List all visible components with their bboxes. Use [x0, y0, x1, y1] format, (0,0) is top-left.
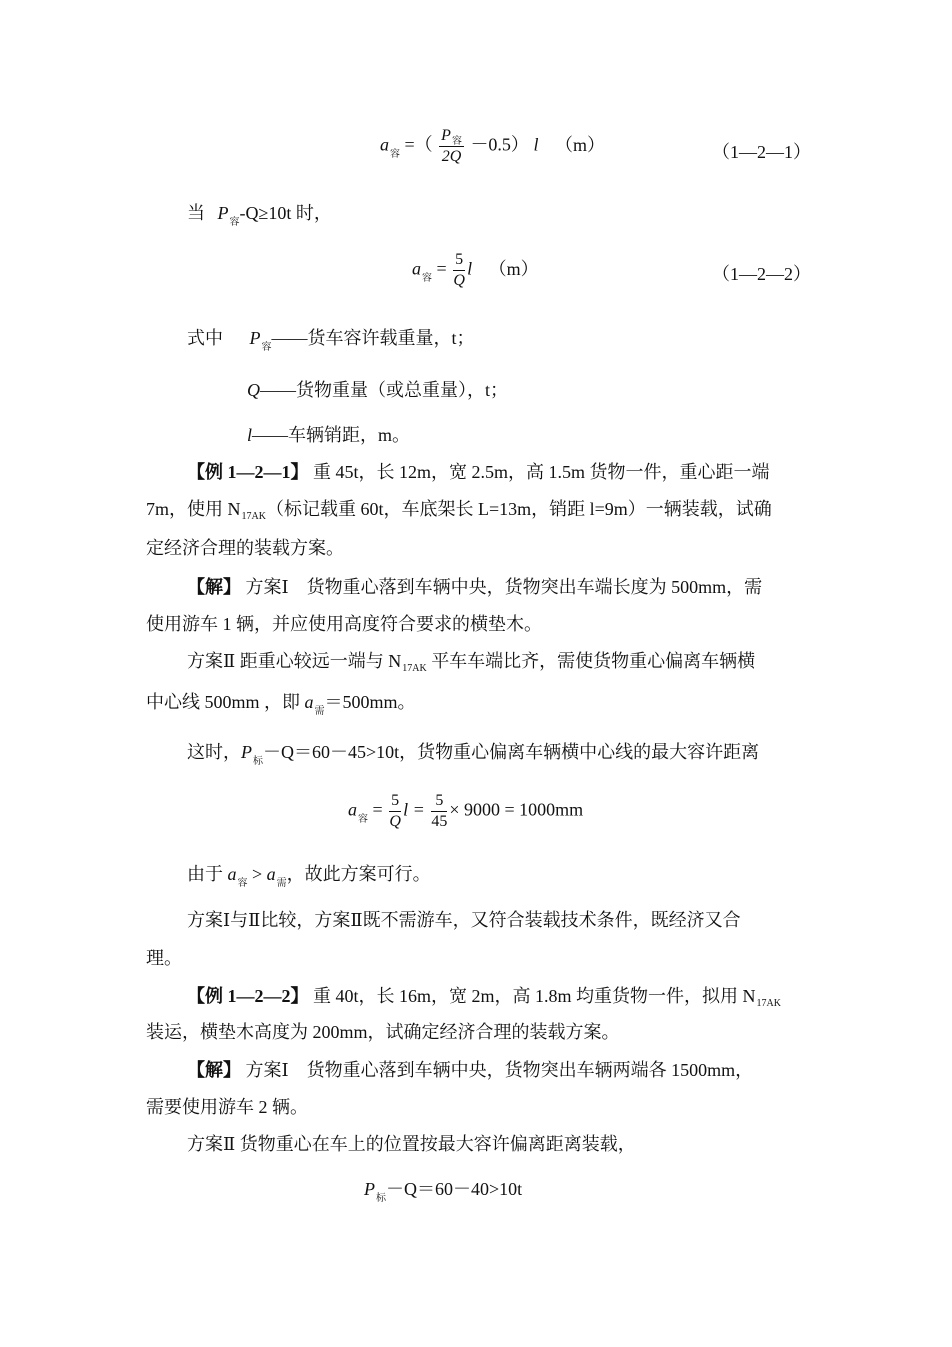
example-sub: 17AK	[756, 998, 781, 1009]
frac-den: Q	[389, 813, 401, 830]
example-text: （标记载重 60t，车底架长 L=13m，销距 l=9m）一辆装载，试确	[265, 499, 772, 519]
eq-sign: =	[436, 258, 447, 279]
eq-l: l	[467, 258, 473, 279]
concl-text: ，故此方案可行。	[286, 864, 431, 884]
frac-den: Q	[453, 272, 465, 289]
solution-var: P	[241, 742, 252, 762]
solution-sub: 标	[253, 756, 263, 767]
example-2-line-2: 装运，横垫木高度为 200mm，试确定经济合理的装载方案。	[146, 1022, 620, 1042]
eq-unit: （m）	[554, 134, 605, 155]
equation-1-2-2	[412, 252, 539, 289]
eq-unit: （m）	[488, 258, 539, 279]
condition-line	[187, 203, 332, 228]
example-2-line-1	[187, 986, 781, 1009]
frac-num-sub: 容	[451, 136, 462, 147]
eq-open: =（	[404, 134, 433, 155]
def-text: ——车辆销距，m。	[252, 425, 411, 445]
solution-1-line-1	[187, 578, 762, 596]
frac-num: 5	[453, 252, 465, 271]
definition-l	[247, 426, 410, 444]
conclusion-line	[187, 864, 431, 889]
example-sub: 17AK	[241, 511, 266, 522]
concl-var: a	[266, 864, 276, 884]
solution-var: a	[304, 692, 314, 712]
example-1-line-2	[146, 499, 772, 522]
def-sub: 容	[261, 342, 272, 353]
solution-title: 【解】	[187, 1060, 241, 1080]
scheme-2-line-3	[187, 742, 760, 767]
def-var: Q	[247, 380, 260, 400]
cond-var: P	[217, 203, 229, 223]
eq-sign: =	[372, 799, 383, 820]
comparison-line-2: 理。	[146, 948, 182, 968]
scheme-2-line-1	[187, 651, 756, 674]
solution-2-line-3: 方案Ⅱ 货物重心在车上的位置按最大容许偏离距离装载，	[187, 1134, 636, 1154]
equation-1-2-1	[380, 128, 605, 165]
eq-rest: －Q＝60－40>10t	[386, 1179, 523, 1199]
eq-sub: 容	[390, 148, 400, 160]
eq-rest: －0.5）	[470, 134, 529, 155]
solution-1-line-2: 使用游车 1 辆，并应使用高度符合要求的横垫木。	[146, 614, 542, 634]
def-var: l	[247, 425, 253, 445]
concl-var: a	[227, 864, 237, 884]
concl-text: 由于	[187, 864, 228, 884]
solution-text: ＝500mm。	[324, 692, 416, 712]
definition-q	[247, 381, 508, 399]
scheme-2-line-2	[146, 692, 416, 717]
fraction	[453, 252, 465, 289]
eq-var: a	[380, 134, 389, 155]
solution-text: 平车车端比齐，需使货物重心偏离车辆横	[426, 651, 756, 671]
equation-number: （1—2—2）	[712, 264, 811, 284]
example-1-line-3: 定经济合理的装载方案。	[146, 538, 344, 558]
concl-sub: 容	[237, 878, 248, 889]
fraction	[389, 793, 401, 830]
solution-text: 这时，	[187, 742, 241, 762]
example-text: 重 40t，长 16m，宽 2m，高 1.8m 均重货物一件，拟用 N	[308, 986, 756, 1006]
eq-var: a	[348, 799, 357, 820]
example-text: 重 45t，长 12m，宽 2.5m，高 1.5m 货物一件，重心距一端	[308, 462, 770, 482]
solution-2-line-2: 需要使用游车 2 辆。	[146, 1097, 308, 1117]
frac-den: 2Q	[441, 148, 462, 165]
eq-var: a	[412, 258, 421, 279]
cond-sub: 容	[229, 217, 240, 228]
eq-sub: 容	[422, 272, 432, 284]
eq-var: P	[364, 1179, 375, 1199]
fraction	[431, 793, 447, 830]
eq-mid: l =	[403, 799, 425, 820]
def-text: ——货车容许载重量，t；	[271, 328, 475, 348]
equation-number: （1—2—1）	[712, 142, 811, 162]
fraction	[439, 128, 464, 165]
def-var: P	[249, 328, 261, 348]
frac-den: 45	[431, 813, 448, 830]
defs-label: 式中	[187, 328, 223, 348]
frac-num-var: P	[441, 127, 451, 144]
eq-sub: 标	[376, 1193, 386, 1204]
def-text: ——货物重量（或总重量），t；	[260, 380, 508, 400]
cond-rest: -Q≥10t 时，	[239, 203, 332, 223]
eq-sub: 容	[358, 813, 368, 825]
definition-label	[187, 328, 475, 353]
comparison-line-1: 方案Ⅰ与Ⅱ比较，方案Ⅱ既不需游车，又符合装载技术条件，既经济又合	[187, 910, 741, 930]
solution-text: 中心线 500mm ，即	[146, 692, 305, 712]
solution-text: 方案Ⅱ 距重心较远一端与 N	[187, 651, 402, 671]
solution-title: 【解】	[187, 577, 241, 597]
equation-allowable-distance	[348, 793, 583, 830]
eq-rest: × 9000 = 1000mm	[449, 799, 584, 820]
solution-text: －Q＝60－45>10t，货物重心偏离车辆横中心线的最大容许距离	[263, 742, 760, 762]
solution-text: 方案Ⅰ 货物重心落到车辆中央，货物突出车端长度为 500mm，需	[241, 577, 763, 597]
concl-sub: 需	[276, 878, 287, 889]
solution-text: 方案Ⅰ 货物重心落到车辆中央，货物突出车辆两端各 1500mm，	[241, 1060, 754, 1080]
solution-2-line-1	[187, 1061, 753, 1079]
solution-sub: 17AK	[402, 663, 427, 674]
example-title: 【例 1—2—1】	[187, 462, 309, 482]
concl-gt: >	[247, 864, 267, 884]
equation-weight-diff	[364, 1179, 523, 1204]
solution-sub: 需	[314, 706, 325, 717]
frac-num: 5	[389, 793, 401, 812]
example-text: 7m，使用 N	[146, 499, 241, 519]
example-title: 【例 1—2—2】	[187, 986, 309, 1006]
example-1-line-1	[187, 463, 770, 481]
eq-l: l	[533, 134, 539, 155]
cond-prefix: 当	[187, 203, 205, 223]
frac-num: 5	[431, 793, 447, 812]
